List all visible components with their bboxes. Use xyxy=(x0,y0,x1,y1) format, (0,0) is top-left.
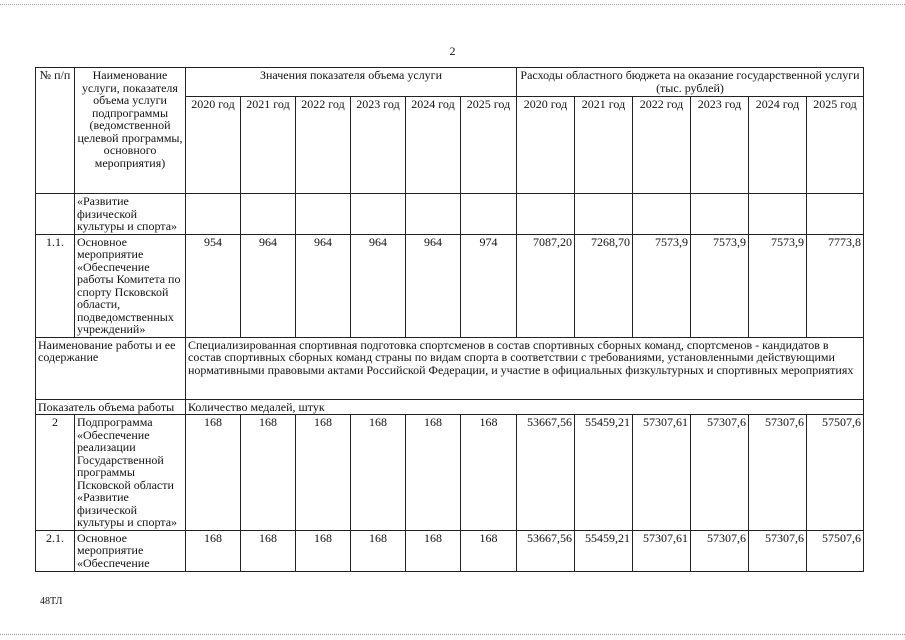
value-cell: 168 xyxy=(241,415,296,531)
expense-year-header: 2020 год xyxy=(517,97,575,194)
row-num xyxy=(36,194,75,235)
value-cell xyxy=(296,194,351,235)
value-cell: 168 xyxy=(406,530,461,571)
expense-cell xyxy=(807,194,864,235)
expense-cell: 57307,6 xyxy=(691,530,749,571)
value-cell: 168 xyxy=(351,415,406,531)
value-cell: 168 xyxy=(351,530,406,571)
expense-cell: 57307,61 xyxy=(633,530,691,571)
expense-cell: 57507,6 xyxy=(807,530,864,571)
value-cell xyxy=(241,194,296,235)
scan-edge-top xyxy=(0,4,905,8)
expense-cell: 7773,8 xyxy=(807,234,864,337)
expense-year-header: 2024 год xyxy=(749,97,807,194)
value-year-header: 2024 год xyxy=(406,97,461,194)
header-expenses-group: Расходы областного бюджета на оказание государственной услуги (тыс. рублей) xyxy=(517,68,864,97)
expense-cell xyxy=(691,194,749,235)
header-name: Наименование услуги, показателя объема услуги подпрограммы (ведомственной целевой программы, основного мероприятия) xyxy=(75,68,186,194)
expense-cell: 57307,6 xyxy=(749,415,807,531)
value-year-header: 2021 год xyxy=(241,97,296,194)
value-year-header: 2020 год xyxy=(186,97,241,194)
expense-year-header: 2023 год xyxy=(691,97,749,194)
row-num: 1.1. xyxy=(36,234,75,337)
indicator-text: Количество медалей, штук xyxy=(186,399,864,415)
expense-cell: 57307,6 xyxy=(691,415,749,531)
value-cell: 168 xyxy=(296,415,351,531)
value-year-header: 2025 год xyxy=(461,97,517,194)
expense-cell xyxy=(749,194,807,235)
value-cell xyxy=(406,194,461,235)
work-text: Специализированная спортивная подготовка спортсменов в состав спортивных сборных команд, спортсменов - кандидатов в состав спортивных сборных команд страны по видам спорта в соответствии с требованиями, установленными действующими нормативными правовыми актами Российской Федерации, и участие в официальных физкультурных и спортивных мероприятиях xyxy=(186,337,864,399)
footer-code: 48ТЛ xyxy=(40,596,63,607)
expense-cell: 7573,9 xyxy=(749,234,807,337)
header-values-group: Значения показателя объема услуги xyxy=(186,68,517,97)
work-label: Наименование работы и ее содержание xyxy=(36,337,186,399)
budget-table xyxy=(35,67,864,572)
row-num: 2.1. xyxy=(36,530,75,571)
value-cell: 168 xyxy=(461,530,517,571)
value-cell xyxy=(186,194,241,235)
table-row xyxy=(36,415,864,531)
page-number: 2 xyxy=(449,44,456,58)
header-row xyxy=(36,68,864,97)
value-cell xyxy=(461,194,517,235)
row-name: Основное мероприятие «Обеспечение работы Комитета по спорту Псковской области, подведомственных учреждений» xyxy=(75,234,186,337)
row-num: 2 xyxy=(36,415,75,531)
row-name: Подпрограмма «Обеспечение реализации Государственной программы Псковской области «Развитие физической культуры и спорта» xyxy=(75,415,186,531)
table-row xyxy=(36,234,864,337)
expense-year-header: 2021 год xyxy=(575,97,633,194)
value-cell: 964 xyxy=(351,234,406,337)
expense-cell: 57307,61 xyxy=(633,415,691,531)
expense-cell xyxy=(575,194,633,235)
expense-cell: 7268,70 xyxy=(575,234,633,337)
value-year-header: 2023 год xyxy=(351,97,406,194)
value-cell: 964 xyxy=(241,234,296,337)
work-row xyxy=(36,337,864,399)
expense-cell: 7087,20 xyxy=(517,234,575,337)
row-name: «Развитие физической культуры и спорта» xyxy=(75,194,186,235)
value-cell: 168 xyxy=(186,530,241,571)
expense-cell: 55459,21 xyxy=(575,415,633,531)
indicator-label: Показатель объема работы xyxy=(36,399,186,415)
header-num: № п/п xyxy=(36,68,75,194)
value-year-header: 2022 год xyxy=(296,97,351,194)
expense-year-header: 2022 год xyxy=(633,97,691,194)
value-cell: 168 xyxy=(406,415,461,531)
expense-cell: 57507,6 xyxy=(807,415,864,531)
expense-cell: 53667,56 xyxy=(517,415,575,531)
value-cell: 964 xyxy=(406,234,461,337)
expense-cell: 55459,21 xyxy=(575,530,633,571)
expense-cell: 57307,6 xyxy=(749,530,807,571)
table-row xyxy=(36,530,864,571)
value-cell: 974 xyxy=(461,234,517,337)
table-row xyxy=(36,194,864,235)
value-cell: 954 xyxy=(186,234,241,337)
expense-cell xyxy=(633,194,691,235)
indicator-row xyxy=(36,399,864,415)
value-cell xyxy=(351,194,406,235)
expense-cell: 7573,9 xyxy=(691,234,749,337)
value-cell: 168 xyxy=(241,530,296,571)
scan-edge-bottom xyxy=(0,634,905,638)
value-cell: 964 xyxy=(296,234,351,337)
expense-cell: 7573,9 xyxy=(633,234,691,337)
expense-cell xyxy=(517,194,575,235)
value-cell: 168 xyxy=(461,415,517,531)
expense-cell: 53667,56 xyxy=(517,530,575,571)
row-name: Основное мероприятие «Обеспечение xyxy=(75,530,186,571)
value-cell: 168 xyxy=(186,415,241,531)
value-cell: 168 xyxy=(296,530,351,571)
expense-year-header: 2025 год xyxy=(807,97,864,194)
